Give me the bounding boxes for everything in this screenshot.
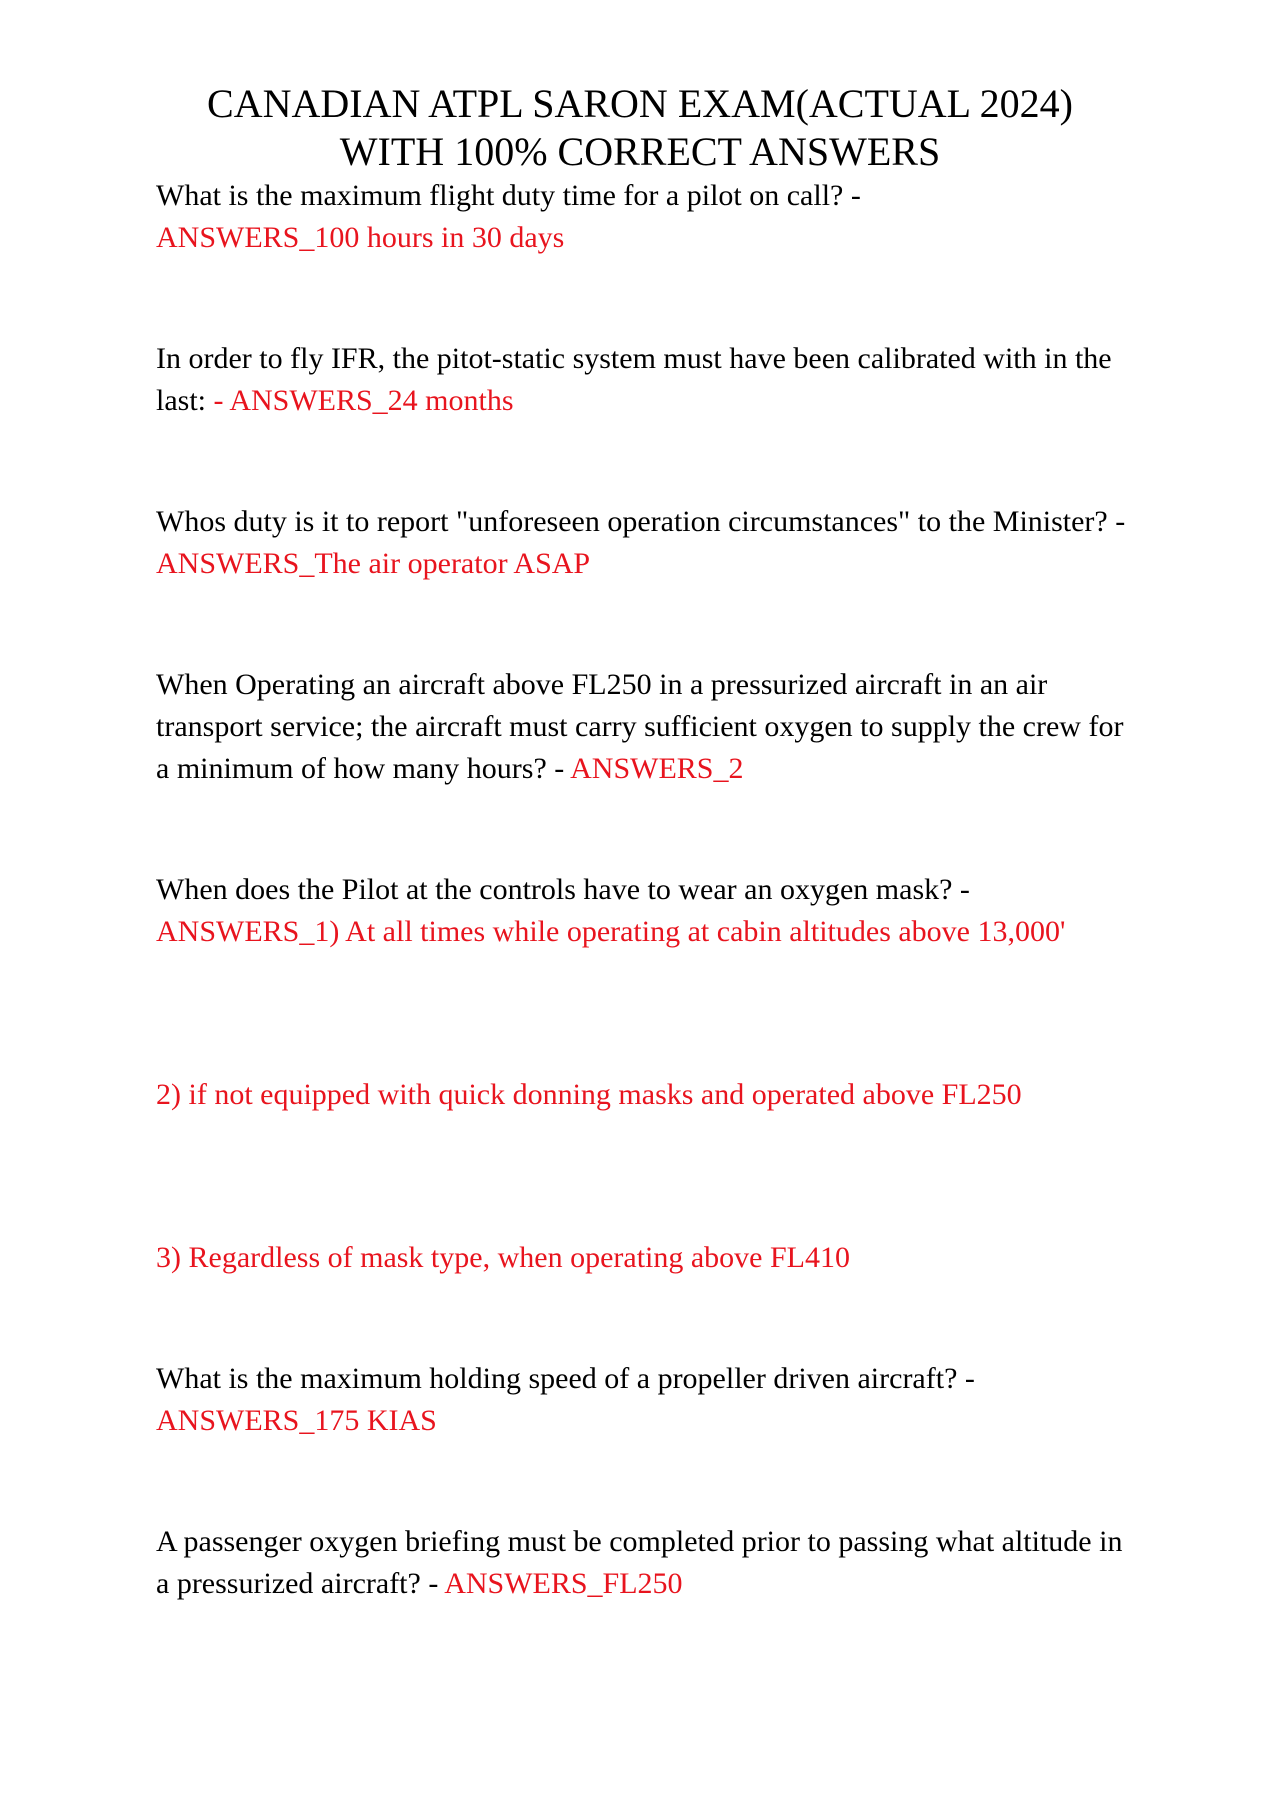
question-text: A passenger oxygen briefing must be completed prior to passing what altitude in a pressurized aircraft? - [156, 1525, 1123, 1600]
qa-item-7 [156, 1521, 1136, 1605]
answer-text: 3) Regardless of mask type, when operating above FL410 [156, 1241, 850, 1274]
question-text: When does the Pilot at the controls have to wear an oxygen mask? - [156, 873, 970, 906]
answer-text: ANSWERS_1) At all times while operating at cabin altitudes above 13,000' [156, 915, 1066, 948]
answer-text: - ANSWERS_24 months [213, 384, 514, 417]
qa-item-6 [156, 1358, 1136, 1442]
answer-text: ANSWERS_175 KIAS [156, 1404, 437, 1437]
answer-text: ANSWERS_The air operator ASAP [156, 547, 591, 580]
answer-text: ANSWERS_2 [570, 752, 744, 785]
answer-text: 2) if not equipped with quick donning masks and operated above FL250 [156, 1078, 1022, 1111]
qa-item-5-part-3 [156, 1237, 1136, 1279]
qa-item-2 [156, 338, 1136, 422]
question-text: When Operating an aircraft above FL250 in a pressurized aircraft in an air transport service; the aircraft must carry sufficient oxygen to supply the crew for a minimum of how many hours? - [156, 668, 1124, 785]
question-text: Whos duty is it to report "unforeseen operation circumstances" to the Minister? - [156, 505, 1126, 538]
document-title [0, 80, 1280, 176]
question-text: In order to fly IFR, the pitot-static system must have been calibrated with in the last: [156, 342, 1112, 417]
qa-item-4 [156, 664, 1136, 790]
question-text: What is the maximum flight duty time for a pilot on call? - [156, 179, 861, 212]
answer-text: ANSWERS_FL250 [444, 1567, 683, 1600]
qa-item-5-part-2 [156, 1074, 1136, 1116]
qa-item-1 [156, 175, 1136, 259]
title-line-1: CANADIAN ATPL SARON EXAM(ACTUAL 2024) [207, 81, 1073, 126]
question-text: What is the maximum holding speed of a propeller driven aircraft? - [156, 1362, 975, 1395]
title-line-2: WITH 100% CORRECT ANSWERS [339, 129, 941, 174]
qa-item-3 [156, 501, 1136, 585]
qa-item-5 [156, 869, 1136, 953]
answer-text: ANSWERS_100 hours in 30 days [156, 221, 565, 254]
